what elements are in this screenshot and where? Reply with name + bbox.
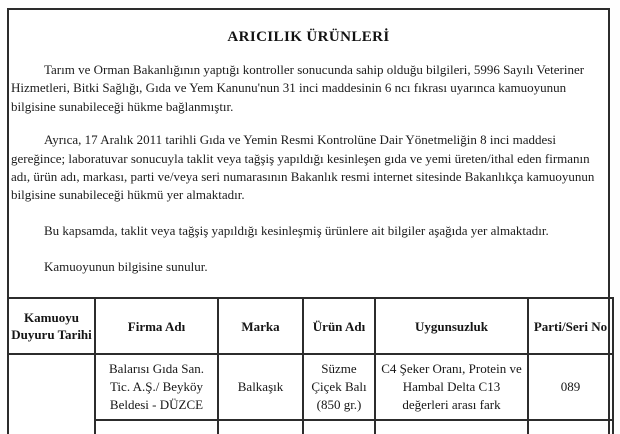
paragraph-announcement: Kamuoyunun bilgisine sunulur.	[44, 259, 208, 275]
header-urun-adi: Ürün Adı	[303, 298, 375, 354]
page-title: ARICILIK ÜRÜNLERİ	[227, 29, 390, 45]
cell-firma-adi: Balarısı Gıda San. Tic. A.Ş./ Beyköy Beldesi - DÜZCE	[95, 354, 218, 420]
paragraph-scope: Bu kapsamda, taklit veya tağşiş yapıldığı kesinleşmiş ürünlere ait bilgiler aşağıda yer almaktadır.	[44, 222, 549, 238]
document-frame	[7, 8, 610, 434]
header-uygunsuzluk: Uygunsuzluk	[375, 298, 528, 354]
cell-urun-adi: Süzme Çiçek Balı (850 gr.)	[303, 354, 375, 420]
cell-empty	[528, 420, 613, 434]
cell-empty	[375, 420, 528, 434]
paragraph-legal-basis: Tarım ve Orman Bakanlığının yaptığı kontroller sonucunda sahip olduğu bilgileri, 5996 Sayılı Veteriner Hizmetleri, Bitki Sağlığı, Gıda ve Yem Kanunu'nun 31 inci maddesinin 6 ncı fıkrası uyarınca kamuoyunun bilgisine sunabileceği hükme bağlanmıştır.	[11, 62, 585, 114]
cell-duyuru-tarihi	[8, 354, 95, 434]
cell-empty	[95, 420, 218, 434]
cell-empty	[218, 420, 303, 434]
header-duyuru-tarihi: Kamuoyu Duyuru Tarihi	[8, 298, 95, 354]
cell-parti-seri-no: 089	[528, 354, 613, 420]
header-parti-seri-no: Parti/Seri No	[528, 298, 613, 354]
header-marka: Marka	[218, 298, 303, 354]
table-row-partial	[8, 420, 613, 434]
products-table	[7, 297, 614, 434]
cell-marka: Balkaşık	[218, 354, 303, 420]
paragraph-regulation: Ayrıca, 17 Aralık 2011 tarihli Gıda ve Yemin Resmi Kontrolüne Dair Yönetmeliğin 8 inci maddesi gereğince; laboratuvar sonucuyla taklit veya tağşiş yapıldığı kesinleşen gıda ve yemi üreten/ithal eden firmanın adı, ürün adı, markası, parti ve/veya seri numarasının Bakanlık resmi internet sitesinde Bakanlıkça kamuoyunun bilgisine sunabileceği hükmü yer almaktadır.	[11, 132, 595, 203]
cell-uygunsuzluk: C4 Şeker Oranı, Protein ve Hambal Delta C13 değerleri arası fark	[375, 354, 528, 420]
table-row	[8, 354, 613, 420]
table-header-row	[8, 298, 613, 354]
header-firma-adi: Firma Adı	[95, 298, 218, 354]
cell-empty	[303, 420, 375, 434]
